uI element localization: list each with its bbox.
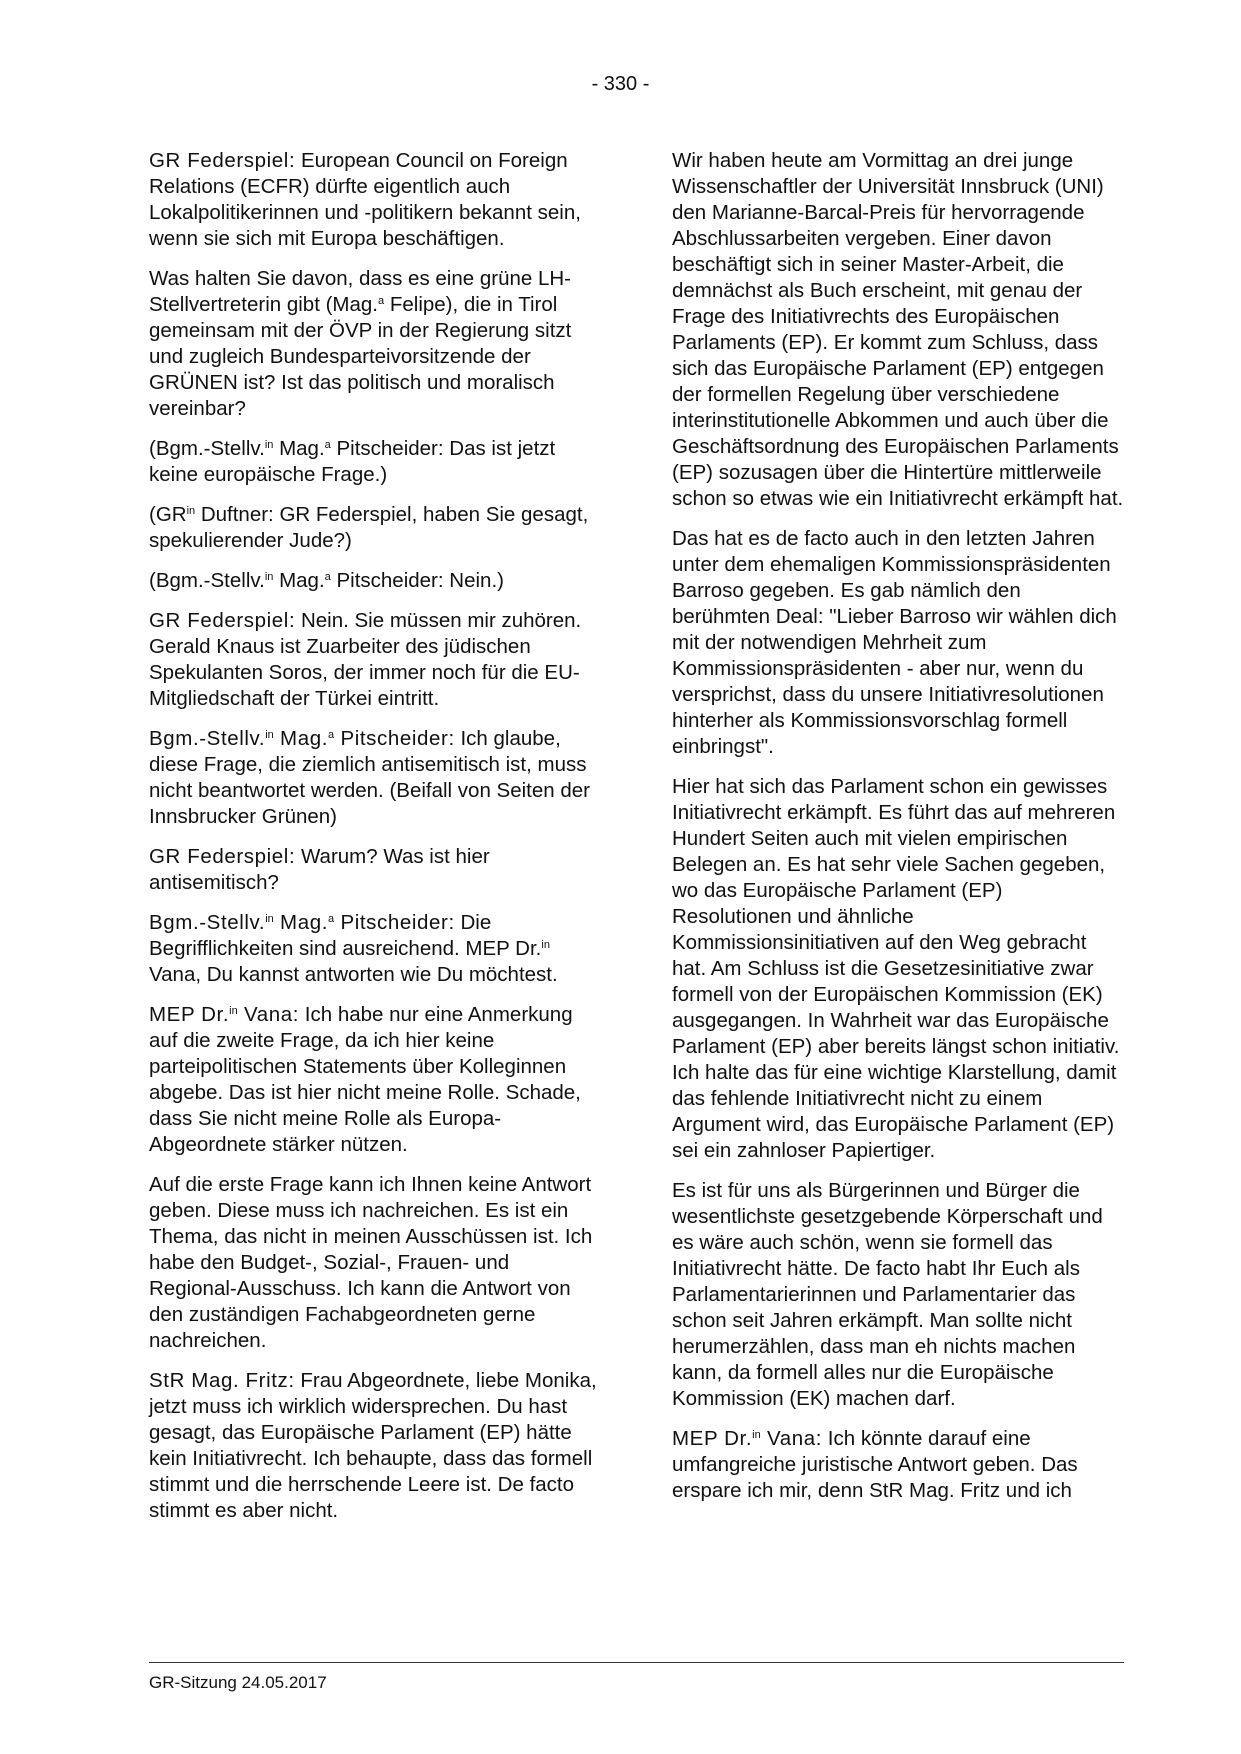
speaker-name: Vana:: [760, 1427, 823, 1450]
speaker-name: Mag.: [273, 727, 329, 750]
speaker-name: Pitscheider:: [334, 911, 455, 934]
speaker-name: Pitscheider:: [334, 727, 455, 750]
paragraph-text: Die Begrifflichkeiten sind ausreichend. MEP Dr.: [149, 911, 542, 960]
paragraph-text: Mag.: [273, 437, 325, 460]
paragraph: [149, 148, 601, 252]
paragraph-text: Was halten Sie davon, dass es eine grüne LH-Stellvertreterin gibt (Mag.: [149, 267, 572, 316]
paragraph: [672, 526, 1124, 760]
paragraph-text: Wir haben heute am Vormittag an drei junge Wissenschaftler der Universität Innsbruck (UNI) den Marianne-Barcal-Preis für hervorragende Abschlussarbeiten vergeben. Einer davon beschäftigt sich in seiner Master-Arbeit, die demnächst als Buch erscheint, mit genau der Frage des Initiativrechts des Europäischen Parlaments (EP). Er kommt zum Schluss, dass sich das Europäische Parlament (EP) entgegen der formellen Regelung über verschiedene interinstitutionelle Abkommen und auch über die Geschäftsordnung des Europäischen Parlaments (EP) sozusagen über die Hintertüre mittlerweile schon so etwas wie ein Initiativrecht erkämpft hat.: [672, 149, 1124, 510]
paragraph-text: (Bgm.-Stellv.: [149, 437, 265, 460]
paragraph-text: (GR: [149, 503, 187, 526]
superscript: a: [328, 729, 335, 741]
paragraph-text: Pitscheider: Nein.): [330, 569, 504, 592]
paragraph-text: Ich glaube, diese Frage, die ziemlich antisemitisch ist, muss nicht beantwortet werden. (Beifall von Seiten der Innsbrucker Grünen): [149, 727, 591, 828]
speaker-name: MEP Dr.: [149, 1003, 230, 1026]
paragraph: [672, 148, 1124, 512]
paragraph-text: Nein. Sie müssen mir zuhören. Gerald Knaus ist Zuarbeiter des jüdischen Spekulanten Soros, der immer noch für die EU-Mitgliedschaft der Türkei eintritt.: [149, 609, 582, 710]
superscript: in: [186, 505, 196, 517]
paragraph-text: Vana, Du kannst antworten wie Du möchtest.: [149, 963, 558, 986]
left-column: [149, 148, 601, 1538]
footer-divider: [149, 1662, 1124, 1663]
superscript: a: [328, 913, 335, 925]
footer-text: GR-Sitzung 24.05.2017: [149, 1673, 327, 1692]
page-number: - 330 -: [591, 73, 650, 95]
paragraph: [149, 910, 601, 988]
paragraph: [672, 1426, 1124, 1504]
paragraph-text: Duftner: GR Federspiel, haben Sie gesagt, spekulierender Jude?): [149, 503, 589, 552]
paragraph-text: Pitscheider: Das ist jetzt keine europäische Frage.): [149, 437, 556, 486]
paragraph-text: Auf die erste Frage kann ich Ihnen keine Antwort geben. Diese muss ich nachreichen. Es ist ein Thema, das nicht in meinen Ausschüssen ist. Ich habe den Budget-, Sozial-, Frauen- und Regional-Ausschuss. Ich kann die Antwort von den zuständigen Fachabgeordneten gerne nachreichen.: [149, 1173, 593, 1352]
paragraph-text: Es ist für uns als Bürgerinnen und Bürger die wesentlichste gesetzgebende Körperschaft und es wäre auch schön, wenn sie formell das Initiativrecht hätte. De facto habt Ihr Euch als Parlamentarierinnen und Parlamentarier das schon seit Jahren erkämpft. Man sollte nicht herumerzählen, dass man eh nichts machen kann, da formell alles nur die Europäische Kommission (EK) machen darf.: [672, 1179, 1103, 1410]
paragraph: [149, 1002, 601, 1158]
paragraph: [672, 774, 1124, 1164]
speaker-name: GR Federspiel:: [149, 609, 296, 632]
paragraph-text: Ich könnte darauf eine umfangreiche juristische Antwort geben. Das erspare ich mir, denn StR Mag. Fritz und ich: [672, 1427, 1078, 1502]
paragraph-text: Frau Abgeordnete, liebe Monika, jetzt muss ich wirklich widersprechen. Du hast gesagt, das Europäische Parlament (EP) hätte kein Initiativrecht. Ich behaupte, dass das formell stimmt und die herrschende Leere ist. De facto stimmt es aber nicht.: [149, 1369, 597, 1522]
paragraph: [149, 436, 601, 488]
paragraph-text: Ich habe nur eine Anmerkung auf die zweite Frage, da ich hier keine parteipolitischen Statements über Kolleginnen abgebe. Das ist hier nicht meine Rolle. Schade, dass Sie nicht meine Rolle als Europa-Abgeordnete stärker nützen.: [149, 1003, 581, 1156]
superscript: in: [264, 571, 274, 583]
paragraph-text: Das hat es de facto auch in den letzten Jahren unter dem ehemaligen Kommissionspräsidenten Barroso gegeben. Es gab nämlich den berühmten Deal: "Lieber Barroso wir wählen dich mit der notwendigen Mehrheit zum Kommissionspräsidenten - aber nur, wenn du versprichst, dass du unsere Initiativresolutionen hinterher als Kommissionsvorschlag formell einbringst".: [672, 527, 1117, 758]
superscript: in: [229, 1005, 238, 1017]
paragraph-text: Mag.: [273, 569, 325, 592]
paragraph: [149, 502, 601, 554]
paragraph-text: European Council on Foreign Relations (ECFR) dürfte eigentlich auch Lokalpolitikerinnen und -politikern bekannt sein, wenn sie sich mit Europa beschäftigen.: [149, 149, 581, 250]
superscript: in: [541, 939, 550, 951]
superscript: in: [265, 913, 274, 925]
superscript: a: [324, 571, 331, 583]
superscript: in: [265, 729, 274, 741]
speaker-name: Bgm.-Stellv.: [149, 911, 266, 934]
paragraph: [149, 266, 601, 422]
speaker-name: Bgm.-Stellv.: [149, 727, 266, 750]
right-column: [672, 148, 1124, 1518]
paragraph: [149, 726, 601, 830]
speaker-name: StR Mag. Fritz:: [149, 1369, 295, 1392]
paragraph: [149, 1368, 601, 1524]
paragraph: [149, 568, 601, 594]
paragraph: [149, 844, 601, 896]
paragraph-text: Felipe), die in Tirol gemeinsam mit der ÖVP in der Regierung sitzt und zugleich Bundesparteivorsitzende der GRÜNEN ist? Ist das politisch und moralisch vereinbar?: [149, 293, 572, 420]
paragraph: [149, 1172, 601, 1354]
speaker-name: Mag.: [273, 911, 329, 934]
speaker-name: Vana:: [237, 1003, 300, 1026]
superscript: a: [378, 295, 385, 307]
paragraph-text: (Bgm.-Stellv.: [149, 569, 265, 592]
speaker-name: GR Federspiel:: [149, 149, 296, 172]
speaker-name: MEP Dr.: [672, 1427, 753, 1450]
paragraph: [149, 608, 601, 712]
superscript: in: [264, 439, 274, 451]
superscript: a: [324, 439, 331, 451]
superscript: in: [752, 1429, 761, 1441]
speaker-name: GR Federspiel:: [149, 845, 296, 868]
paragraph-text: Warum? Was ist hier antisemitisch?: [149, 845, 490, 894]
paragraph-text: Hier hat sich das Parlament schon ein gewisses Initiativrecht erkämpft. Es führt das auf mehreren Hundert Seiten auch mit vielen empirischen Belegen an. Es hat sehr viele Sachen gegeben, wo das Europäische Parlament (EP) Resolutionen und ähnliche Kommissionsinitiativen auf den Weg gebracht hat. Am Schluss ist die Gesetzesinitiative zwar formell von der Europäischen Kommission (EK) ausgegangen. In Wahrheit war das Europäische Parlament (EP) aber bereits längst schon initiativ. Ich halte das für eine wichtige Klarstellung, damit das fehlende Initiativrecht nicht zu einem Argument wird, das Europäische Parlament (EP) sei ein zahnloser Papiertiger.: [672, 775, 1120, 1162]
paragraph: [672, 1178, 1124, 1412]
